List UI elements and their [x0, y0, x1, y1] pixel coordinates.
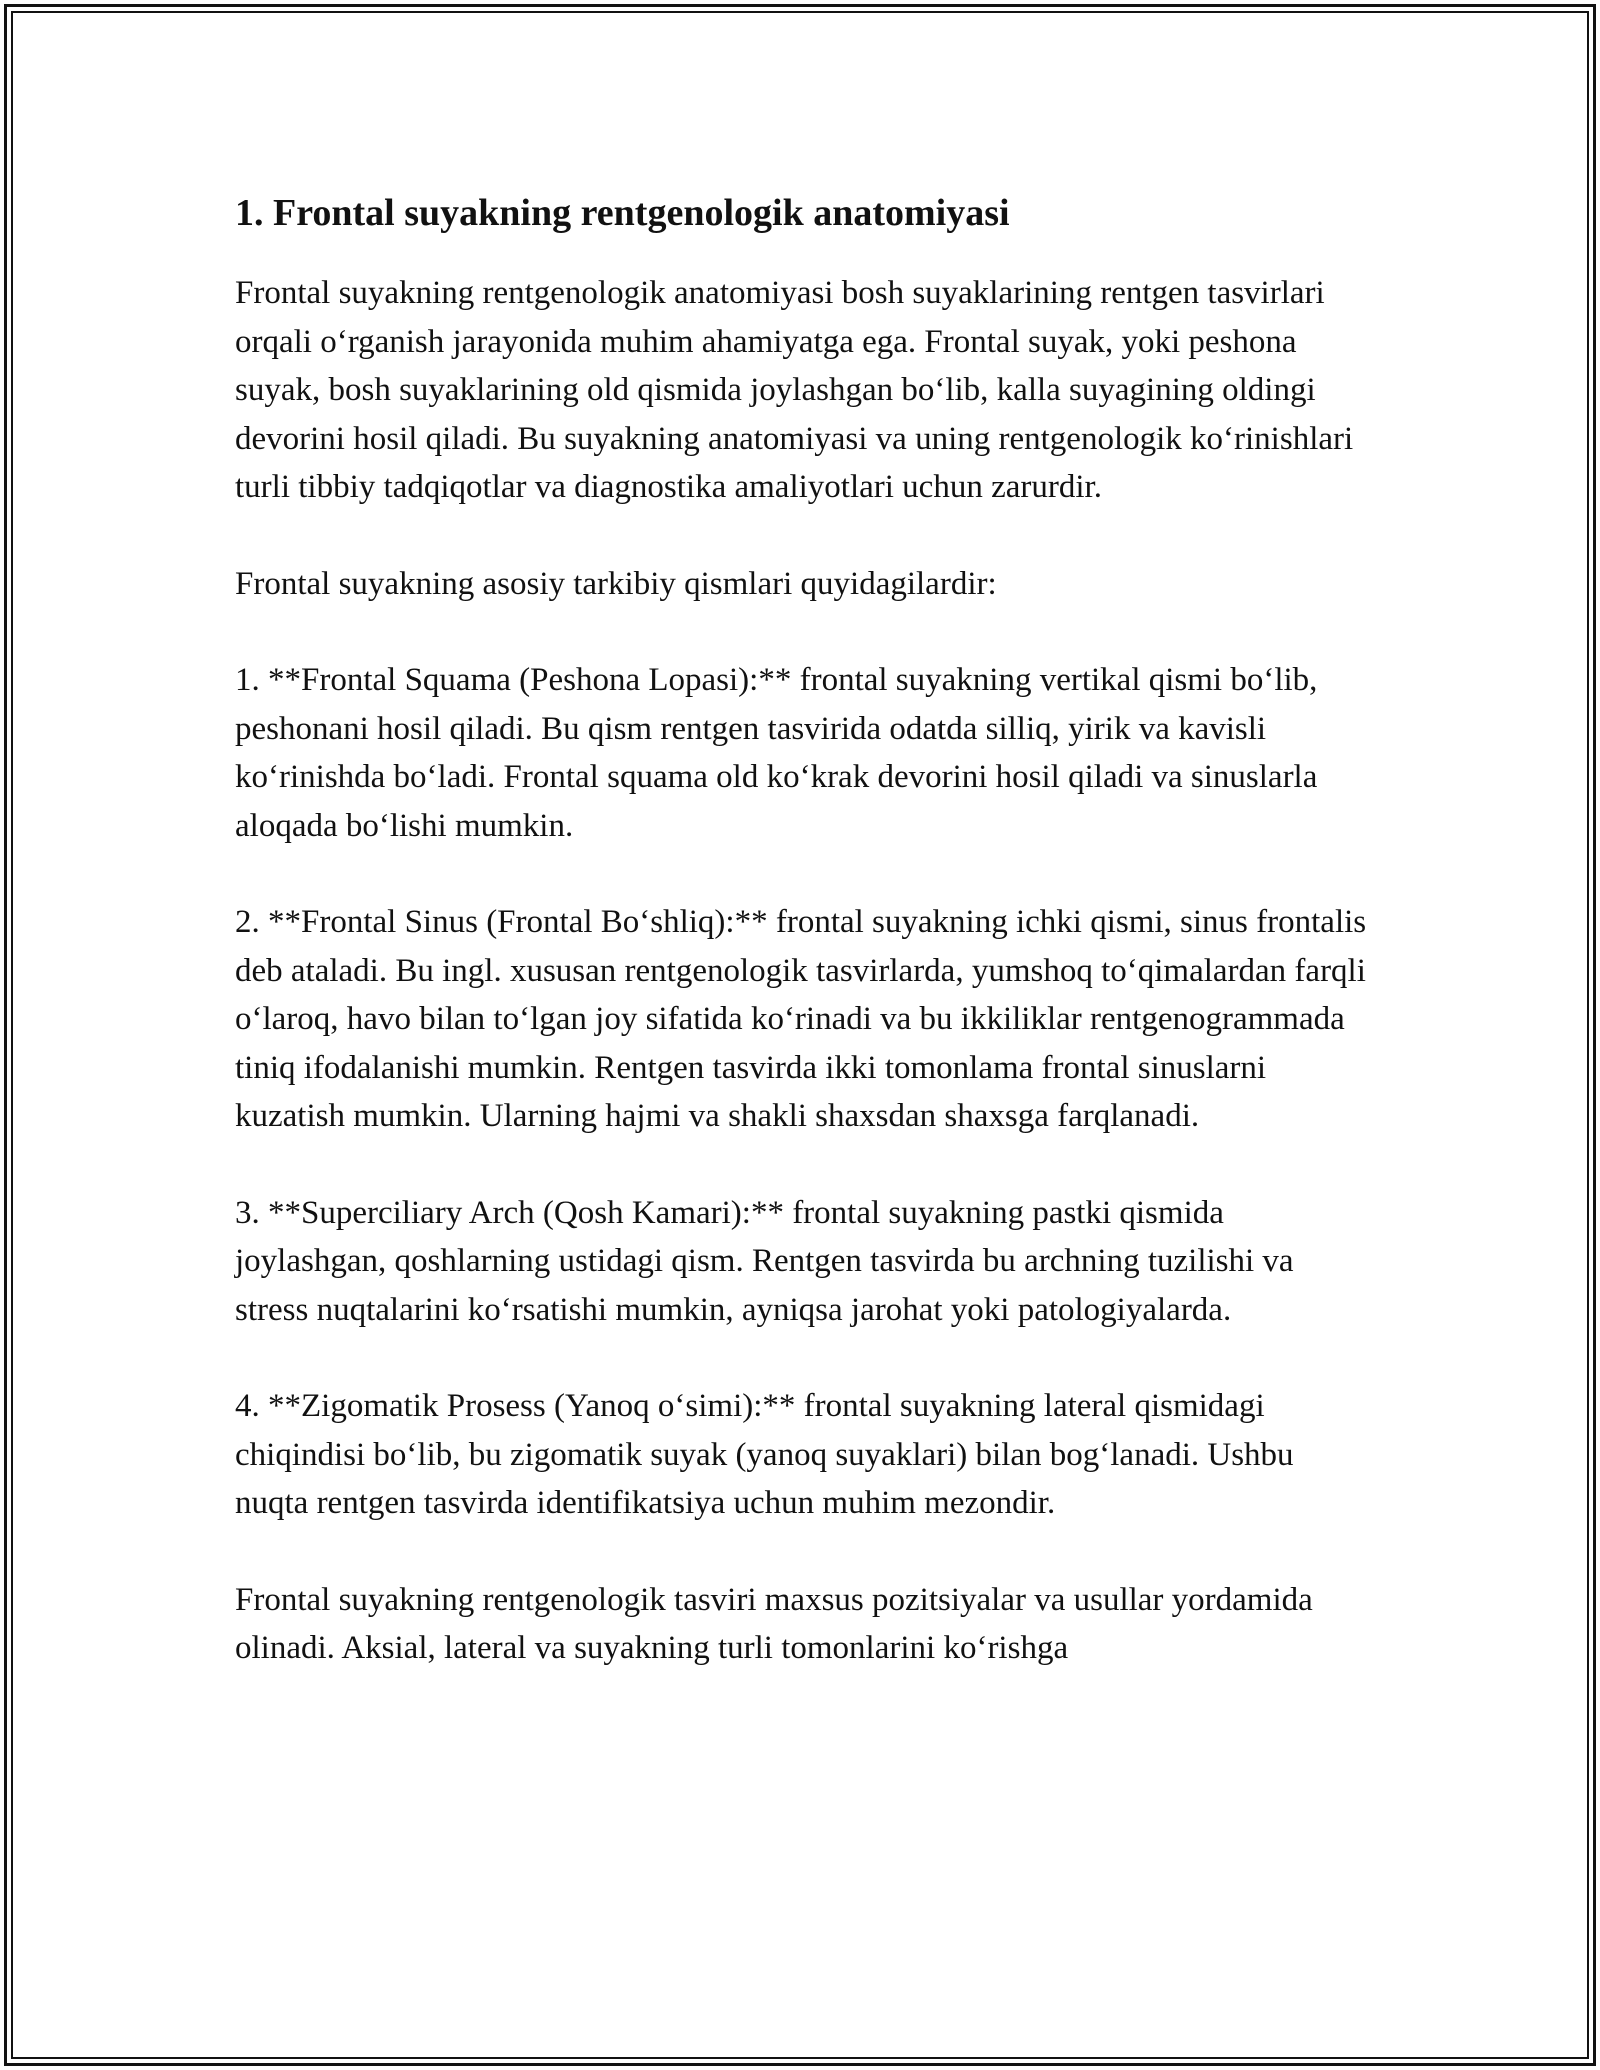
paragraph-imaging: Frontal suyakning rentgenologik tasviri maxsus pozitsiyalar va usullar yordamida olinadi. Aksial, lateral va suyakning turli tomonlarini ko‘rishga [235, 1581, 1313, 1666]
paragraph-parts-lead: Frontal suyakning asosiy tarkibiy qismlari quyidagilardir: [235, 565, 997, 602]
list-item-frontal-squama: 1. **Frontal Squama (Peshona Lopasi):** frontal suyakning vertikal qismi bo‘lib, peshonani hosil qiladi. Bu qism rentgen tasvirida odatda silliq, yirik va kavisli ko‘rinishda bo‘ladi. Frontal squama old ko‘krak devorini hosil qiladi va sinuslarla aloqada bo‘lishi mumkin. [235, 662, 1318, 844]
paragraph-intro: Frontal suyakning rentgenologik anatomiyasi bosh suyaklarining rentgen tasvirlari orqali o‘rganish jarayonida muhim ahamiyatga ega. Frontal suyak, yoki peshona suyak, bosh suyaklarining old qismida joylashgan bo‘lib, kalla suyagining oldingi devorini hosil qiladi. Bu suyakning anatomiyasi va uning rentgenologik ko‘rinishlari turli tibbiy tadqiqotlar va diagnostika amaliyotlari uchun zarurdir. [235, 275, 1354, 505]
document-body [235, 182, 1375, 1721]
list-item-superciliary-arch: 3. **Superciliary Arch (Qosh Kamari):** frontal suyakning pastki qismida joylashgan, qoshlarning ustidagi qism. Rentgen tasvirda bu archning tuzilishi va stress nuqtalarini ko‘rsatishi mumkin, ayniqsa jarohat yoki patologiyalarda. [235, 1194, 1294, 1328]
list-item-zygomatic-process: 4. **Zigomatik Prosess (Yanoq o‘simi):** frontal suyakning lateral qismidagi chiqindisi bo‘lib, bu zigomatik suyak (yanoq suyaklari) bilan bog‘lanadi. Ushbu nuqta rentgen tasvirda identifikatsiya uchun muhim mezondir. [235, 1388, 1294, 1521]
list-item-frontal-sinus: 2. **Frontal Sinus (Frontal Bo‘shliq):** frontal suyakning ichki qismi, sinus frontalis deb ataladi. Bu ingl. xususan rentgenologik tasvirlarda, yumshoq to‘qimalardan farqli o‘laroq, havo bilan to‘lgan joy sifatida ko‘rinadi va bu ikkiliklar rentgenogrammada tiniq ifodalanishi mumkin. Rentgen tasvirda ikki tomonlama frontal sinuslarni kuzatish mumkin. Ularning hajmi va shakli shaxsdan shaxsga farqlanadi. [235, 904, 1367, 1134]
document-title: 1. Frontal suyakning rentgenologik anatomiyasi [235, 192, 1010, 234]
